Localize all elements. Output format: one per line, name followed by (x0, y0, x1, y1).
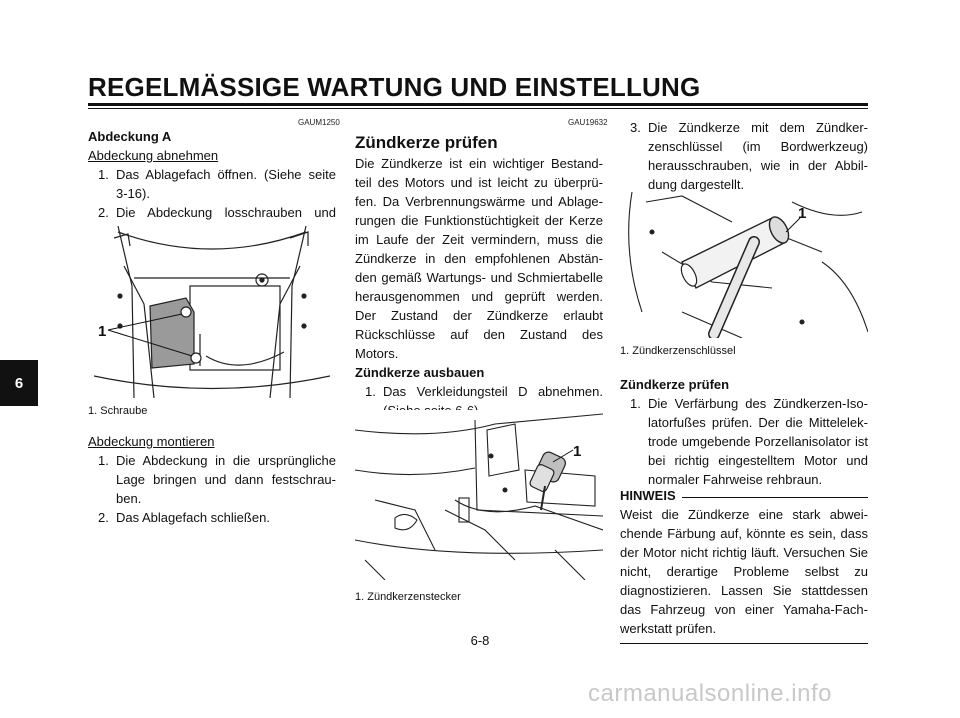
section-title: Zündkerze prüfen (355, 133, 498, 152)
page-number: 6-8 (470, 633, 490, 648)
note-rule (682, 497, 868, 498)
screw-icon (191, 353, 201, 363)
wrench-illustration (622, 192, 868, 338)
list-item: 1. Die Abdeckung in die ursprüngliche Lage bringen und dann festschrau-ben. (98, 453, 336, 506)
header-rule-thin (88, 108, 868, 109)
figure-caption: 1. Zündkerzenschlüssel (620, 345, 736, 357)
figure-spark-plug-wrench (622, 192, 868, 338)
chapter-tab: 6 (0, 360, 38, 406)
subheading-install: Abdeckung montieren (88, 434, 215, 449)
list-item: 1. Die Verfärbung des Zündkerzen-Iso-latorfußes prüfen. Der die Mittelelek-trode umgebende Porzellanisolator ist bei richtig eingestelltem Motor und normaler Fahrweise rehbraun. (630, 396, 868, 487)
watermark: carmanualsonline.info (588, 680, 832, 707)
figure-caption: 1. Zündkerzenstecker (355, 591, 461, 603)
list-item: 2. Die Abdeckung losschrauben und (98, 205, 336, 220)
right-column (620, 118, 868, 194)
subheading-remove-plug: Zündkerze ausbauen (355, 365, 485, 380)
spark-plug-cap-icon (529, 450, 568, 510)
scooter-cover-illustration (94, 226, 330, 398)
note-title: HINWEIS (620, 488, 676, 503)
figure-cover-screws (94, 226, 330, 398)
screw-icon (181, 307, 191, 317)
body-text: Die Zündkerze ist ein wichtiger Bestand-teil des Motors und ist leicht zu überprü-fen. Da Verbrennungswärme und Ablage-rungen die Funktionstüchtigkeit der Kerze im Laufe der Zeit vermindern, muss die Zündkerze in den empfohlenen Abstän-den gemäß Wartungs- und Schmiertabelle herausgenommen und geprüft werden. Der Zustand der Zündkerze erlaubt Rückschlüsse auf den Zustand des Motors. (355, 156, 603, 361)
page-header-title: REGELMÄSSIGE WARTUNG UND EINSTELLUNG (88, 72, 701, 102)
list-item: 1. Das Verkleidungsteil D abnehmen. (365, 384, 603, 399)
section-title: Abdeckung A (88, 129, 172, 144)
note-box (620, 486, 868, 644)
figure-label: 1 (98, 323, 107, 340)
left-column (88, 127, 336, 241)
header-rule (88, 103, 868, 106)
note-body: Weist die Zündkerze eine stark abwei-chende Färbung auf, könnte es sein, dass der Motor nicht richtig läuft. Versuchen Sie nicht, derartige Probleme selbst zu diagnostizieren. Lassen Sie stattdessen das Fahrzeug von einer Yamaha-Fach-werkstatt prüfen. (620, 507, 868, 636)
figure-spark-plug-cap (355, 410, 603, 580)
section-code: GAU19632 (568, 118, 608, 127)
right-column-check (620, 375, 868, 489)
engine-illustration (355, 410, 603, 580)
middle-column (355, 133, 603, 439)
list-item: 1. Das Ablagefach öffnen. (Siehe seite 3-16). (98, 167, 336, 201)
subheading-remove: Abdeckung abnehmen (88, 148, 219, 163)
list-item: 3. Die Zündkerze mit dem Zündker-zenschlüssel (im Bordwerkzeug) herausschrauben, wie in der Abbil-dung dargestellt. (630, 120, 868, 192)
spark-plug-wrench-icon (678, 214, 792, 334)
figure-label: 1 (798, 205, 807, 222)
figure-caption: 1. Schraube (88, 405, 148, 417)
figure-label: 1 (573, 443, 582, 460)
list-item: 2. Das Ablagefach schließen. (98, 510, 270, 525)
left-column-install (88, 432, 336, 527)
subheading-check: Zündkerze prüfen (620, 377, 730, 392)
section-code: GAUM1250 (298, 118, 340, 127)
